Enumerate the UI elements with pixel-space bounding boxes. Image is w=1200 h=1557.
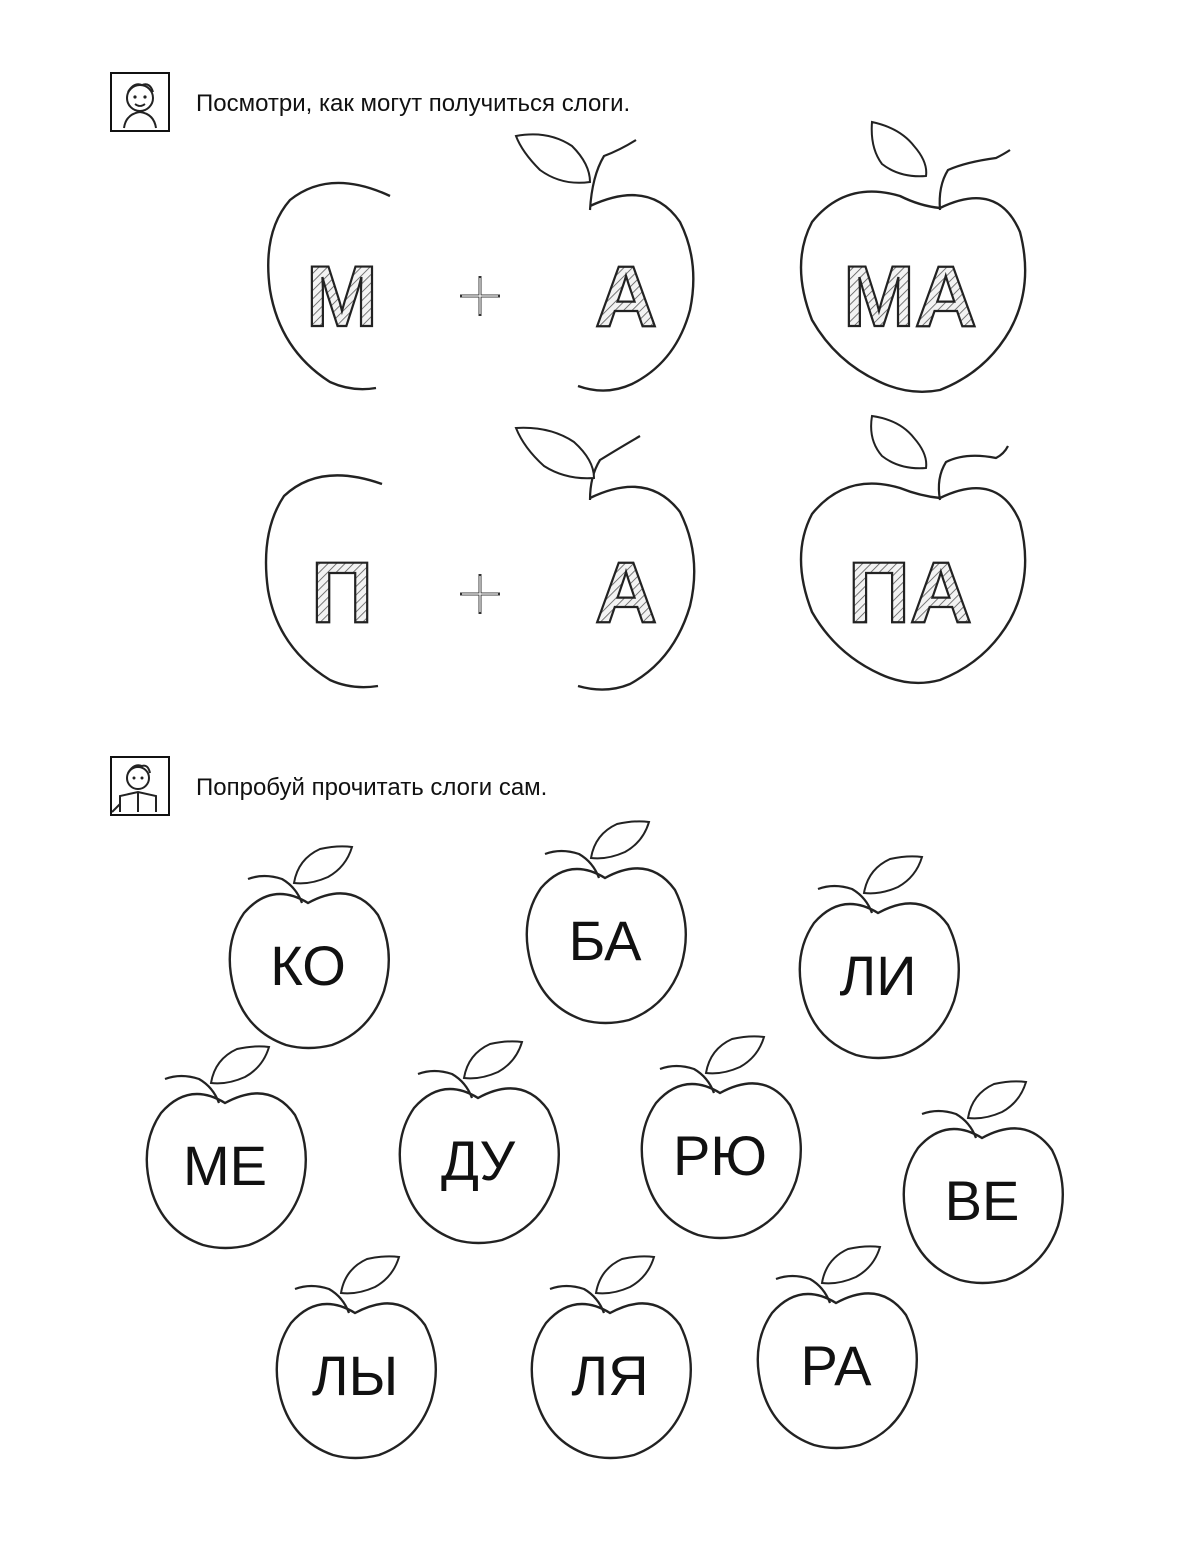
apple-leaf <box>968 1081 1026 1118</box>
syllable-text: РЮ <box>673 1124 767 1187</box>
syllable-apple <box>147 1046 306 1248</box>
letter-left: М <box>306 249 378 345</box>
syllable-apple <box>527 821 686 1023</box>
apple-leaf <box>211 1046 269 1083</box>
syllable-apple <box>400 1041 559 1243</box>
syllable-apple <box>800 856 959 1058</box>
instruction-text-1: Посмотри, как могут получиться слоги. <box>196 90 631 117</box>
apple-leaf <box>596 1256 654 1293</box>
letter-left: П <box>311 545 373 641</box>
letter-right: А <box>594 545 658 641</box>
apple-leaf <box>341 1256 399 1293</box>
syllable-result: ПА <box>848 545 972 641</box>
apple-leaf <box>464 1041 522 1078</box>
syllable-text: РА <box>800 1334 872 1397</box>
apple-leaf <box>864 856 922 893</box>
syllable-text: ЛИ <box>839 944 917 1007</box>
plus-operator: + <box>480 594 481 595</box>
syllable-text: КО <box>270 934 346 997</box>
syllable-result: МА <box>843 249 977 345</box>
letter-right: А <box>594 249 658 345</box>
plus-icon <box>460 574 500 614</box>
apple-leaf <box>706 1036 764 1073</box>
plus-operator: + <box>480 296 481 297</box>
syllable-apple <box>642 1036 801 1238</box>
plus-icon <box>460 276 500 316</box>
syllable-text: БА <box>568 909 642 972</box>
apple-leaf <box>294 846 352 883</box>
syllable-apple <box>277 1256 436 1458</box>
instruction-text-2: Попробуй прочитать слоги сам. <box>196 774 548 801</box>
syllable-apple <box>904 1081 1063 1283</box>
syllable-text: ВЕ <box>944 1169 1020 1232</box>
apple-leaf <box>591 821 649 858</box>
syllable-text: МЕ <box>183 1134 267 1197</box>
syllable-text: ДУ <box>440 1129 516 1192</box>
syllable-apple <box>230 846 389 1048</box>
syllable-text: ЛЫ <box>311 1344 399 1407</box>
apple-leaf <box>822 1246 880 1283</box>
syllable-apple <box>758 1246 917 1448</box>
syllable-text: ЛЯ <box>571 1344 649 1407</box>
syllable-apple <box>532 1256 691 1458</box>
